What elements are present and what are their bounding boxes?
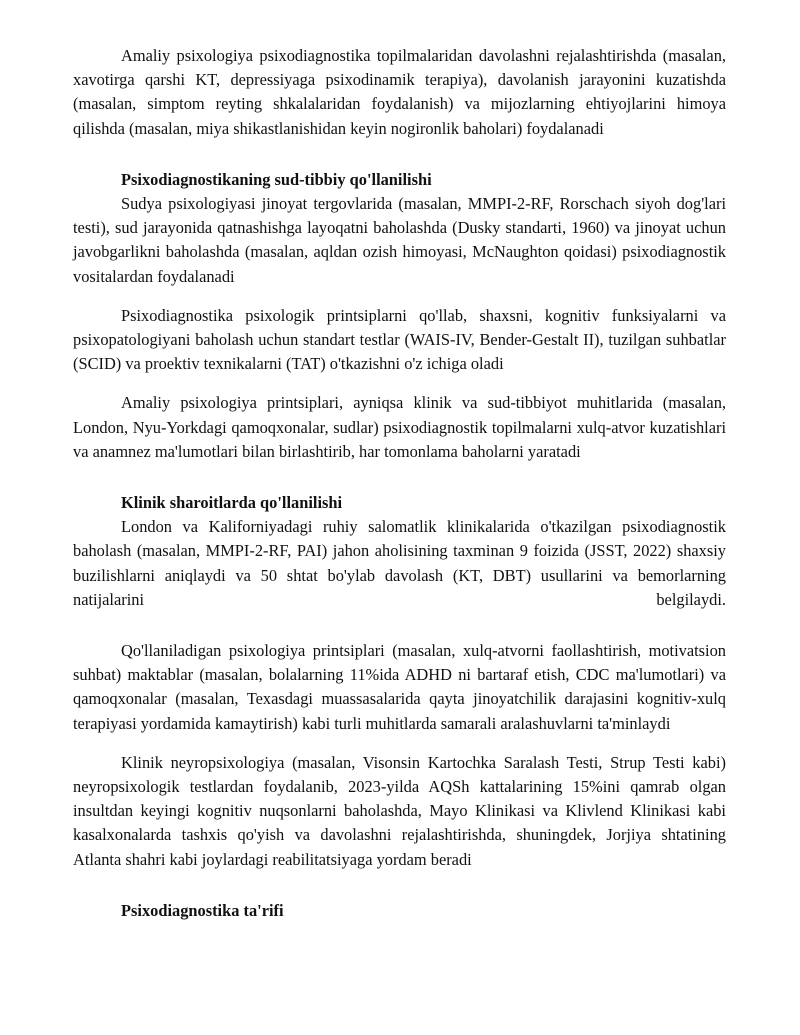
paragraph-forensic-psychology: Sudya psixologiyasi jinoyat tergovlarida (masalan, MMPI-2-RF, Rorschach siyoh dog'lari testi), sud jarayonida qatnashishga layoqatni baholashda (Dusky standarti, 1960) va jinoyat uchun javobgarlikni baholashda (masalan, aqldan ozish himoyasi, McNaughton qoidasi) psixodiagnostik vositalardan foydalanadi: [73, 194, 726, 286]
paragraph-psychodiagnostics-scope: Psixodiagnostika psixologik printsiplarni qo'llab, shaxsni, kognitiv funksiyalarni va psixopatologiyani baholash uchun standart testlar (WAIS-IV, Bender-Gestalt II), tuzilgan suhbatlar (SCID) va proektiv texnikalarni (TAT) o'tkazishni o'z ichiga oladi: [73, 305, 726, 374]
heading-forensic-applications: Psixodiagnostikaning sud-tibbiy qo'llanilishi: [121, 169, 432, 189]
paragraph-applied-principles: Amaliy psixologiya printsiplari, ayniqsa klinik va sud-tibbiyot muhitlarida (masalan, London, Nyu-Yorkdagi qamoqxonalar, sudlar) psixodiagnostik topilmalarni xulq-atvor kuzatishlari va anamnez ma'lumotlari bilan birlashtirib, har tomonlama baholarni yaratadi: [73, 393, 726, 461]
document-page: [73, 44, 726, 923]
heading-clinical-applications: Klinik sharoitlarda qo'llanilishi: [121, 493, 343, 513]
paragraph-clinical-assessment: London va Kaliforniyadagi ruhiy salomatlik klinikalarida o'tkazilgan psixodiagnostik baholash (masalan, MMPI-2-RF, PAI) jahon aholisining taxminan 9 foizida (JSST, 2022) shaxsiy buzilishlarni aniqlaydi va 50 shtat bo'ylab davolash (KT, DBT) usullarini va bemorlarning natijalarini belgilaydi.: [73, 517, 726, 609]
paragraph-applied-interventions: Qo'llaniladigan psixologiya printsiplari (masalan, xulq-atvorni faollashtirish, motivatsion suhbat) maktablar (masalan, bolalarning 11%ida ADHD ni bartaraf etish, CDC ma'lumotlari) va qamoqxonalar (masalan, Texasdagi muassasalarida qayta jinoyatchilik darajasini kognitiv-xulq terapiyasi yordamida kamaytirish) kabi turli muhitlarda samarali aralashuvlarni ta'minlaydi: [73, 641, 726, 733]
paragraph-applied-psychology-uses: Amaliy psixologiya psixodiagnostika topilmalaridan davolashni rejalashtirishda (masalan, xavotirga qarshi KT, depressiyaga psixodinamik terapiya), davolanish jarayonini kuzatishda (masalan, simptom reyting shkalalaridan foydalanish) va mijozlarning ehtiyojlarini himoya qilishda (masalan, miya shikastlanishidan keyin nogironlik baholari) foydalanadi: [73, 46, 726, 138]
heading-definition: Psixodiagnostika ta'rifi: [121, 900, 284, 920]
paragraph-clinical-neuropsychology: Klinik neyropsixologiya (masalan, Visonsin Kartochka Saralash Testi, Strup Testi kabi) neyropsixologik testlardan foydalanib, 2023-yilda AQSh kattalarining 15%ini qamrab olgan insultdan keyingi kognitiv nuqsonlarni baholashda, Mayo Klinikasi va Klivlend Klinikasi kabi kasalxonalarda tashxis qo'yish va davolashni rejalashtirishda, shuningdek, Jorjiya shtatining Atlanta shahri kabi joylardagi reabilitatsiyaga yordam beradi: [73, 752, 726, 869]
